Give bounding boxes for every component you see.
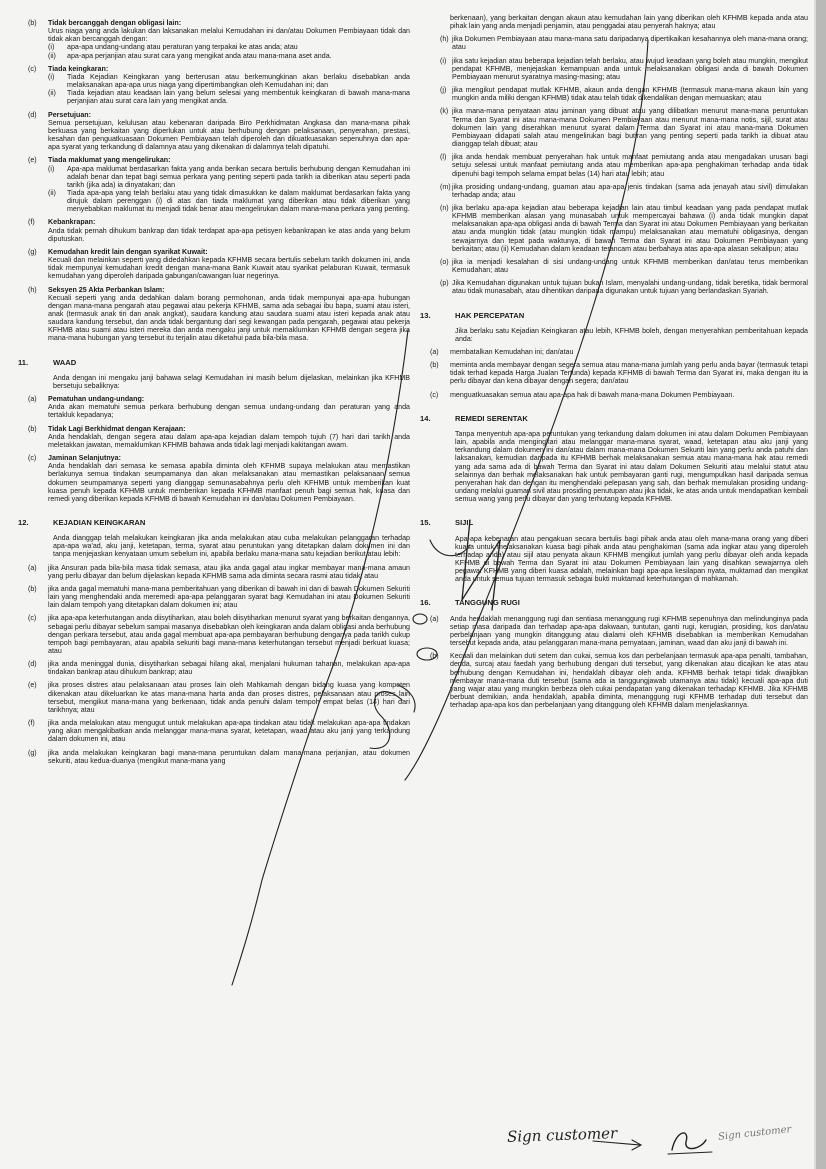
clause-text: Anda tidak pernah dihukum bankrap dan tidak terdapat apa-apa petisyen kebankrapan ke atas anda yang belum diputuskan. bbox=[48, 226, 410, 243]
clause-text: Anda hendaklah, dengan segera atau dalam apa-apa kejadian dalam tempoh tujuh (7) hari dari tarikh anda meletakkan jawatan, memaklumkan KFHMB bahawa anda tidak lagi menjadi kakitangan awam. bbox=[48, 432, 410, 449]
clause-title: Kemudahan kredit lain dengan syarikat Kuwait: bbox=[48, 247, 208, 256]
sub-clause bbox=[48, 43, 410, 51]
clause-text: jika mengikut pendapat mutlak KFHMB, akaun anda dengan KFHMB (termasuk mana-mana akaun lain yang mungkin anda miliki dengan KFHMB) tidak atau telah tidak dikendalikan dengan memuaskan; atau bbox=[452, 86, 808, 103]
clause-body bbox=[48, 395, 410, 419]
section-number: 11. bbox=[18, 357, 29, 367]
clause-body bbox=[452, 183, 808, 199]
clause-letter: (g) bbox=[28, 748, 37, 757]
clause-text: menguatkuasakan semua atau apa-apa hak di bawah mana-mana Dokumen Pembiayaan. bbox=[450, 390, 735, 399]
clause-item bbox=[18, 19, 410, 60]
clause-text: jika anda melakukan keingkaran bagi mana-mana peruntukan dalam mana-mana perjanjian, atau dokumen sekuriti, atau kedua-duanya (mengikut mana-mana yang bbox=[48, 748, 410, 765]
clause-letter: (h) bbox=[440, 35, 449, 44]
clause-body bbox=[452, 153, 808, 177]
clause-item bbox=[420, 348, 808, 356]
clause-body bbox=[48, 564, 410, 580]
clause-body bbox=[452, 57, 808, 81]
clause-body bbox=[450, 361, 808, 385]
representations-list bbox=[18, 19, 410, 343]
clause-item bbox=[18, 395, 410, 419]
section-title: WAAD bbox=[53, 357, 77, 367]
clause-text: Kecuali seperti yang anda dedahkan dalam borang permohonan, anda tidak mempunyai apa-apa hubungan dengan mana-mana pengarah atau pegawai atau pekerja KFHMB, sama ada sebagai ibu bapa, suami atau isteri, anak (termasuk anak tiri dan anak angkat), saudara kandung atau saudara suami atau isteri kepada anak atau saudara kandung tersebut, dan anda tidak bergantung dari segi kewangan pada pengarah, pegawai atau pekerja KFHMB atau suami atau isteri mereka dan anda mengaku janji untuk memaklumkan KFHMB dengan segera jika mana-mana hubungan yang tersebut itu terjalin atau diketahui pada bila-bila masa. bbox=[48, 293, 410, 343]
section-number: 15. bbox=[420, 518, 431, 528]
sub-clause-text: Apa-apa maklumat berdasarkan fakta yang anda berikan secara bertulis berhubung dengan Kemudahan ini adalah benar dan tepat bagi semua perkara yang penting seperti pada tarikh ia diberikan atau seperti pada tarikh (jika ada) ia dinyatakan; dan bbox=[67, 164, 410, 189]
clause-letter: (e) bbox=[28, 681, 37, 690]
pen-initial-underline bbox=[668, 1152, 712, 1154]
continued-text: berkenaan), yang berkaitan dengan akaun atau kemudahan lain yang diberikan oleh KFHMB kepada anda atau pihak lain yang anda menjadi penjamin, atau penggadai atau penyerah haknya; atau bbox=[450, 14, 808, 31]
clause-letter: (c) bbox=[430, 390, 439, 399]
clause-text: jika apa-apa keterhutangan anda diisytiharkan, atau boleh diisytiharkan menurut syarat yang berkaitan dengannya, sebagai perlu dibayar sebelum sampai masanya disebabkan oleh keingkaran anda dalam obligasi anda berhubung dengan perkara tersebut, atau anda gagal membuat apa-apa pembayaran berhubung denganya pada tarikh cukup tempoh bagi pembayaran, atau apabila sekuriti bagi mana-mana keterhutangan tersebut menjadi berkuat kuasa; atau bbox=[48, 614, 410, 655]
clause-letter: (j) bbox=[440, 86, 447, 95]
clause-letter: (d) bbox=[28, 660, 37, 669]
clause-item bbox=[18, 111, 410, 152]
clause-body bbox=[48, 286, 410, 343]
clause-letter: (h) bbox=[28, 285, 37, 294]
section-number: 14. bbox=[420, 413, 431, 423]
pen-initial bbox=[672, 1133, 706, 1150]
clause-item bbox=[420, 86, 808, 102]
clause-text: meminta anda membayar dengan segera semua atau mana-mana jumlah yang perlu anda bayar (termasuk tetapi tidak terhad kepada Harga Jualan Tertunda) kepada KFHMB di bawah Terma dan Syarat ini, maka dengan itu ia perlu dibayar dan kena dibayar dengan segera; dan/atau bbox=[450, 361, 808, 386]
clause-text: Urus niaga yang anda lakukan dan laksanakan melalui Kemudahan ini dan/atau Dokumen Pembiayaan tidak dan tidak akan bercanggah dengan: bbox=[48, 27, 410, 44]
clause-item bbox=[420, 652, 808, 709]
sub-clause bbox=[48, 89, 410, 105]
sub-clause-text: Tiada kejadian atau keadaan lain yang belum selesai yang membentuk keingkaran di bawah mana-mana perjanjian atau surat cara lain yang mengikat anda. bbox=[67, 89, 410, 106]
handwritten-sign-customer: Sign customer bbox=[506, 1124, 618, 1146]
clause-item bbox=[420, 204, 808, 253]
sub-clause-text: apa-apa perjanjian atau surat cara yang mengikat anda atau mana-mana aset anda. bbox=[67, 51, 332, 60]
clause-body bbox=[48, 156, 410, 213]
clause-letter: (m) bbox=[440, 182, 451, 191]
section-number: 16. bbox=[420, 598, 431, 608]
clause-letter: (i) bbox=[440, 56, 447, 65]
sub-clause-number: (i) bbox=[48, 72, 55, 81]
clause-item bbox=[18, 248, 410, 281]
clause-title: Tiada maklumat yang mengelirukan: bbox=[48, 156, 171, 165]
clause-letter: (d) bbox=[28, 110, 37, 119]
scan-edge bbox=[816, 0, 826, 1169]
clause-body bbox=[48, 425, 410, 449]
clause-item bbox=[420, 279, 808, 295]
clause-letter: (b) bbox=[28, 424, 37, 433]
sub-clause-number: (ii) bbox=[48, 188, 56, 197]
section-11-items bbox=[18, 395, 410, 503]
clause-letter: (k) bbox=[440, 107, 449, 116]
clause-text: jika proses distres atau pelaksanaan atau proses lain oleh Mahkamah dengan bidang kuasa yang kompeten dikenakan atau dikeluarkan ke atas mana-mana harta anda dan proses distres, pelaksanaan atau proses lain tersebut, mengikut mana-mana yang berkenaan, tidak anda penuhi dalam tempoh empat belas (14) hari dari tarikhnya; atau bbox=[48, 681, 410, 714]
clause-body bbox=[452, 107, 808, 148]
clause-item bbox=[18, 660, 410, 676]
sub-clause-number: (ii) bbox=[48, 89, 56, 98]
clause-item bbox=[420, 615, 808, 648]
clause-item bbox=[18, 156, 410, 213]
clause-letter: (c) bbox=[28, 614, 37, 623]
clause-title: Jaminan Selanjutnya: bbox=[48, 454, 121, 463]
clause-letter: (b) bbox=[28, 19, 37, 27]
clause-item bbox=[420, 183, 808, 199]
clause-text: Jika Kemudahan digunakan untuk tujuan bukan Islam, menyalahi undang-undang, tidak beretika, tidak bermoral atau tidak munasabah, atau dihentikan daripada digunakan untuk tujuan yang berlandaskan Syariah. bbox=[452, 279, 808, 296]
section-14-heading bbox=[420, 415, 808, 423]
section-number: 12. bbox=[18, 517, 29, 527]
sub-clause bbox=[48, 189, 410, 213]
section-12-intro: Anda dianggap telah melakukan keingkaran jika anda melakukan atau cuba melakukan pelanggaran terhadap apa-apa wa'ad, aku janji, ketetapan, terma, syarat atau peruntukan yang ditetapkan dalam dokumen ini dan tanpa menjejaskan kenyataan umum sebelum ini, apabila berlaku mana-mana satu kejadian berikut atau lebih: bbox=[53, 534, 410, 559]
right-column bbox=[420, 14, 808, 709]
clause-title: Pematuhan undang-undang: bbox=[48, 395, 145, 404]
section-title: HAK PERCEPATAN bbox=[455, 310, 525, 320]
clause-body bbox=[450, 348, 808, 356]
clause-item bbox=[420, 391, 808, 399]
clause-letter: (f) bbox=[28, 218, 35, 227]
clause-item bbox=[420, 107, 808, 148]
clause-letter: (g) bbox=[28, 247, 37, 256]
clause-letter: (a) bbox=[28, 395, 37, 404]
clause-body bbox=[48, 218, 410, 242]
clause-text: jika anda gagal mematuhi mana-mana pemberitahuan yang diberikan di bawah ini dan di bawah Dokumen Sekuriti lain yang menghendaki anda meremedi apa-apa pelanggaran syarat bagi Kemudahan ini atau Dokumen Sekuriti lain dalam tempoh yang ditetapkan dalam dokumen ini; atau bbox=[48, 584, 410, 610]
clause-text: jika satu kejadian atau beberapa kejadian telah berlaku, atau wujud keadaan yang boleh atau mungkin, mengikut pendapat KFHMB, menjejaskan kemampuan anda untuk melaksanakan obligasi anda di bawah Dokumen Pembiayaan menurut syaratnya masing-masing; atau bbox=[452, 56, 808, 81]
clause-text: jika anda hendak membuat penyerahan hak untuk manfaat pemiutang anda atau mengadakan urusan bagi setuju selesai untuk manfaat pemiutang anda atau memberikan apa-apa penghakiman terhadap anda tidak dipenuhi bagi tempoh selama empat belas (14) hari atau lebih; atau bbox=[452, 153, 808, 178]
clause-text: Semua persetujuan, kelulusan atau kebenaran daripada Biro Perkhidmatan Angkasa dan mana-mana pihak berkuasa yang berkaitan yang diperlukan untuk atau berhubung dengan pelaksanaan, penyerahan, prestasi, kesahan dan penguatkuasaan Dokumen Pembiayaan telah diperoleh dan dikuatkuasakan sepenuhnya dan apa-apa syarat yang terkandung di dalamnya atau yang dikenakan di dalamnya telah dipatuhi. bbox=[48, 118, 410, 152]
clause-title: Tidak Lagi Berkhidmat dengan Kerajaan: bbox=[48, 424, 186, 433]
sub-clause-number: (i) bbox=[48, 164, 55, 173]
clause-item bbox=[420, 153, 808, 177]
section-15-heading bbox=[420, 519, 808, 527]
clause-item bbox=[18, 425, 410, 449]
clause-letter: (a) bbox=[430, 614, 439, 623]
clause-letter: (b) bbox=[430, 652, 439, 661]
clause-letter: (a) bbox=[430, 348, 439, 356]
clause-letter: (e) bbox=[28, 156, 37, 165]
section-11-intro: Anda dengan ini mengaku janji bahawa selagi Kemudahan ini masih belum dijelaskan, melainkan jika KFHMB bersetuju sebaliknya: bbox=[53, 373, 410, 390]
section-15-text: Apa-apa kebenaran atau pengakuan secara bertulis bagi pihak anda atau oleh mana-mana orang yang diberi kuasa untuk melaksanakan kuasa bagi pihak anda atau penghakiman (sama ada ingkar atau yang diperoleh terhadap anda) atau sijil atau penyata akaun KFHMB mengikut jumlah yang perlu dibayar oleh anda kepada KFHMB di bawah Terma dan Syarat ini atau Dokumen Pembiayaan lain yang disahkan sewajarnya oleh pegawai KFHMB yang diberi kuasa adalah, melainkan bagi apa-apa kesilapan nyata, muktamad dan mengikat anda untuk semua tujuan termasuk sebagai bukti muktamad keterhutangan di mahkamah. bbox=[455, 534, 808, 584]
section-title: TANGGUNG RUGI bbox=[455, 598, 520, 608]
clause-item bbox=[420, 35, 808, 51]
clause-item bbox=[18, 65, 410, 106]
clause-item bbox=[18, 719, 410, 743]
handwritten-note-right: Sign customer bbox=[717, 1124, 792, 1143]
section-11-heading bbox=[18, 359, 410, 367]
sub-clause bbox=[48, 165, 410, 189]
scan-edge-shadow bbox=[814, 0, 816, 1169]
clause-letter: (a) bbox=[28, 563, 37, 572]
clause-body bbox=[48, 681, 410, 714]
clause-body bbox=[48, 614, 410, 655]
clause-body bbox=[452, 35, 808, 51]
clause-text: jika Ansuran pada bila-bila masa tidak semasa, atau jika anda gagal atau ingkar membayar mana-mana amaun yang perlu dibayar dan belum dijelaskan kepada KFHMB sama ada diminta secara rasmi atau tidak; atau bbox=[48, 563, 410, 580]
clause-body bbox=[48, 65, 410, 106]
clause-body bbox=[452, 86, 808, 102]
clause-body bbox=[452, 279, 808, 295]
clause-body bbox=[452, 258, 808, 274]
section-title: KEJADIAN KEINGKARAN bbox=[53, 517, 146, 527]
sub-clause bbox=[48, 52, 410, 60]
clause-letter: (f) bbox=[28, 719, 35, 728]
sub-clause bbox=[48, 73, 410, 89]
clause-text: jika Dokumen Pembiayaan atau mana-mana satu daripadanya dipertikaikan kesahannya oleh mana-mana orang; atau bbox=[452, 35, 808, 52]
clause-body bbox=[48, 585, 410, 609]
clause-text: Anda hendaklah dari semasa ke semasa apabila diminta oleh KFHMB supaya melakukan atau memastikan berlakunya semua tindakan seumpamanya dan akan melaksanakan atau memastikan pelaksanaan semua dokumen seumpamanya seperti yang dianggap semunasabahnya perlu oleh KFHMB untuk memberikan kuat kuasa penuh kepada KFHMB untuk memberikan kepada KFHMB manfaat penuh bagi semua hak, kuasa dan remedi yang diberikan kepada KFHMB di bawah Kemudahan ini dan/atau Dokumen Pembiayaan. bbox=[48, 462, 410, 503]
clause-text: jika prosiding undang-undang, guaman atau apa-apa jenis tindakan (sama ada jenayah atau sivil) dimulakan terhadap anda; atau bbox=[452, 182, 808, 199]
clause-title: Seksyen 25 Akta Perbankan Islam: bbox=[48, 285, 165, 294]
clause-body bbox=[48, 111, 410, 152]
clause-text: jika anda meninggal dunia, diisytiharkan sebagai hilang akal, menjalani hukuman tahanan, melakukan apa-apa tindakan bankrap atau dihukum bankrap; atau bbox=[48, 660, 410, 677]
clause-letter: (l) bbox=[440, 153, 447, 162]
section-title: SIJIL bbox=[455, 518, 474, 528]
left-column bbox=[18, 14, 410, 765]
clause-body bbox=[48, 454, 410, 503]
section-13-heading bbox=[420, 312, 808, 320]
section-12-items bbox=[18, 564, 410, 765]
sub-clause-text: Tiada Kejadian Keingkaran yang berterusan atau berkemungkinan akan berlaku disebabkan anda melaksanakan apa-apa urus niaga yang dipertimbangkan oleh Kemudahan ini; dan bbox=[67, 72, 410, 90]
clause-item bbox=[18, 749, 410, 765]
clause-item bbox=[18, 286, 410, 343]
sub-clause-number: (i) bbox=[48, 43, 55, 52]
clause-text: jika ia menjadi kesalahan di sisi undang-undang untuk KFHMB memberikan dan/atau terus memberikan Kemudahan; atau bbox=[452, 257, 808, 275]
clause-item bbox=[18, 614, 410, 655]
clause-item bbox=[420, 258, 808, 274]
clause-body bbox=[48, 19, 410, 60]
section-number: 13. bbox=[420, 310, 431, 320]
clause-body bbox=[450, 652, 808, 709]
clause-body bbox=[48, 719, 410, 743]
sub-clause-text: apa-apa undang-undang atau peraturan yang terpakai ke atas anda; atau bbox=[67, 43, 298, 52]
clause-letter: (c) bbox=[28, 64, 37, 73]
sub-clause-number: (ii) bbox=[48, 51, 56, 60]
clause-title: Tiada keingkaran: bbox=[48, 64, 109, 73]
clause-text: jika mana-mana penyataan atau jaminan yang dibuat atau yang dilibatkan menurut mana-mana peruntukan Terma dan Syarat ini atau mana-mana Dokumen Pembiayaan atau menurut mana-mana notis, sijil, surat atau dokumen lain yang diserahkan menurut syarat dalam Terma dan Syarat ini atau mana-mana Dokumen Pembiayaan didapati salah atau mengelirukan bagi butiran yang penting seperti pada tarikh ia dibuat atau dianggap telah dibuat; atau bbox=[452, 107, 808, 149]
clause-body bbox=[450, 615, 808, 648]
clause-letter: (b) bbox=[28, 584, 37, 593]
sub-clause-text: Tiada apa-apa yang telah berlaku atau yang tidak dimasukkan ke dalam maklumat berdasarkan fakta yang dirujuk dalam perenggan (i) di atas dan tiada maklumat yang diberikan atau tidak diberikan yang menyebabkan maklumat itu menjadi tidak benar atau mengelirukan dalam mana-mana perkara yang penting. bbox=[67, 188, 410, 214]
clause-letter: (o) bbox=[440, 257, 449, 266]
clause-letter: (n) bbox=[440, 203, 449, 212]
clause-letter: (b) bbox=[430, 361, 439, 370]
clause-item bbox=[18, 218, 410, 242]
clause-text: jika berlaku apa-apa kejadian atau beberapa kejadian lain atau timbul keadaan yang pada pendapat mutlak KFHMB memberikan alasan yang munasabah untuk mempercayai bahawa (i) anda tidak mungkin dapat melaksanakan apa-apa obligasi anda di bawah Terma dan Syarat ini atau Dokumen Pembiayaan yang berkaitan atau anda mungkin tidak (atau mungkin tidak mampu) melaksanakan atau mematuhi obligasinya, dengan sewajarnya dan tepat pada waktunya, di bawah Terma dan Syarat ini atau Dokumen Pembiayaan yang berkaitan; atau (ii) Kemudahan dalam keadaan terancam atau berbahaya atas apa-apa alasan sekalipun; atau bbox=[452, 203, 808, 253]
default-events-list bbox=[420, 35, 808, 295]
clause-text: Anda hendaklah menanggung rugi dan sentiasa menanggung rugi KFHMB sepenuhnya dan melindunginya pada setiap masa daripada dan terhadap apa-apa dakwaan, tuntutan, ganti rugi, kerugian, prosiding, kos dan/atau perbelanjaan yang mungkin ditanggung atau dialami oleh KFHMB disebabkan ia memberikan Kemudahan tersebut kepada anda, atau pelanggaran mana-mana pernyataan, jaminan, waad dan aku janji di bawah ini. bbox=[450, 614, 808, 648]
clause-body bbox=[452, 204, 808, 253]
clause-item bbox=[18, 454, 410, 503]
section-16-items bbox=[420, 615, 808, 710]
clause-letter: (p) bbox=[440, 279, 449, 288]
clause-text: Kecuali dan melainkan duti setem dan cukai, semua kos dan perbelanjaan termasuk apa-apa penalti, tambahan, denda, surcaj atau faedah yang berhubung dengan duti tersebut, yang dikenakan atau dicajkan ke atas atau berhubung dengan Kemudahan ini, hendaklah dibayar oleh anda. KFHMB berhak tetapi tidak diwajibkan membayar mana-mana duti tersebut (sama ada ia tanggungjawab utamanya atau tidak) kecuali apa-apa duti yang wajar atau yang mungkin berbeza oleh cukai pendapatan yang dikenakan terhadap KFHMB. Jika KFHMB berbuat demikian, anda hendaklah, apabila diminta, menanggung rugi KFHMB terhadap duti tersebut dan terhadap apa-apa kos dan perbelanjaan yang ditanggung oleh KFHMB dalam menjelaskannya. bbox=[450, 652, 808, 710]
clause-item bbox=[18, 564, 410, 580]
section-title: REMEDI SERENTAK bbox=[455, 413, 528, 423]
clause-text: jika anda melakukan atau mengugut untuk melakukan apa-apa tindakan atau tidak melakukan apa-apa tindakan yang akan mengakibatkan anda melanggar mana-mana syarat, ketetapan, waad atau aku janji yang terkandung dalam dokumen ini, atau bbox=[48, 719, 410, 744]
clause-text: Kecuali dan melainkan seperti yang didedahkan kepada KFHMB secara bertulis sebelum tarikh dokumen ini, anda tidak mempunyai kemudahan kredit dengan mana-mana Bank Kuwait atau syarikat pelaburan Kuwait, termasuk kemudahan yang diperoleh daripada gabungan/cawangan luar negerinya. bbox=[48, 256, 410, 281]
section-13-items bbox=[420, 348, 808, 399]
clause-text: Anda akan mematuhi semua perkara berhubung dengan semua undang-undang dan peraturan yang anda tertakluk kepadanya; bbox=[48, 403, 410, 420]
section-16-heading bbox=[420, 599, 808, 607]
clause-item bbox=[420, 57, 808, 81]
clause-body bbox=[48, 248, 410, 281]
clause-item bbox=[420, 361, 808, 385]
clause-body bbox=[48, 660, 410, 676]
section-13-intro: Jika berlaku satu Kejadian Keingkaran atau lebih, KFHMB boleh, dengan menyerahkan pemberitahuan kepada anda: bbox=[455, 326, 808, 343]
clause-text: membatalkan Kemudahan ini; dan/atau bbox=[450, 348, 574, 356]
clause-title: Tidak bercanggah dengan obligasi lain: bbox=[48, 19, 182, 27]
clause-body bbox=[450, 391, 808, 399]
section-14-text: Tanpa menyentuh apa-apa peruntukan yang terkandung dalam dokumen ini atau dalam Dokumen Pembiayaan lain, apabila anda mengingkari atau melanggar mana-mana syarat, waad, ketetapan atau aku janji yang terkandung dalam dokumen ini dan/atau dalam mana-mana Dokumen Sekuriti lain yang perlu anda patuhi dan laksanakan, kemudian daripada itu KFHMB berhak melaksanakan semua atau mana-mana hak atau remedi yang ada sama ada di bawah Terma dan Syarat ini atau dalam Dokumen Sekuriti atau melalui statut atau selainnya dan berhak melaksanakan hak untuk pembayaran ganti rugi, mengumpulkan hasil daripada semua penyerahan hak dan dengan itu menghendaki pelepasan yang sah, dan berhak memulakan prosiding undang-undang melalui guaman sivil atau prosiding penutupan atau jika tidak, ke atas anda untuk mendapatkan kembali semua wang yang perlu dibayar dan yang terhutang kepada KFHMB. bbox=[455, 429, 808, 504]
clause-letter: (c) bbox=[28, 454, 37, 463]
clause-item bbox=[18, 681, 410, 714]
clause-title: Persetujuan: bbox=[48, 110, 91, 119]
clause-body bbox=[48, 749, 410, 765]
clause-item bbox=[18, 585, 410, 609]
clause-title: Kebankrapan: bbox=[48, 218, 96, 227]
section-12-heading bbox=[18, 519, 410, 527]
